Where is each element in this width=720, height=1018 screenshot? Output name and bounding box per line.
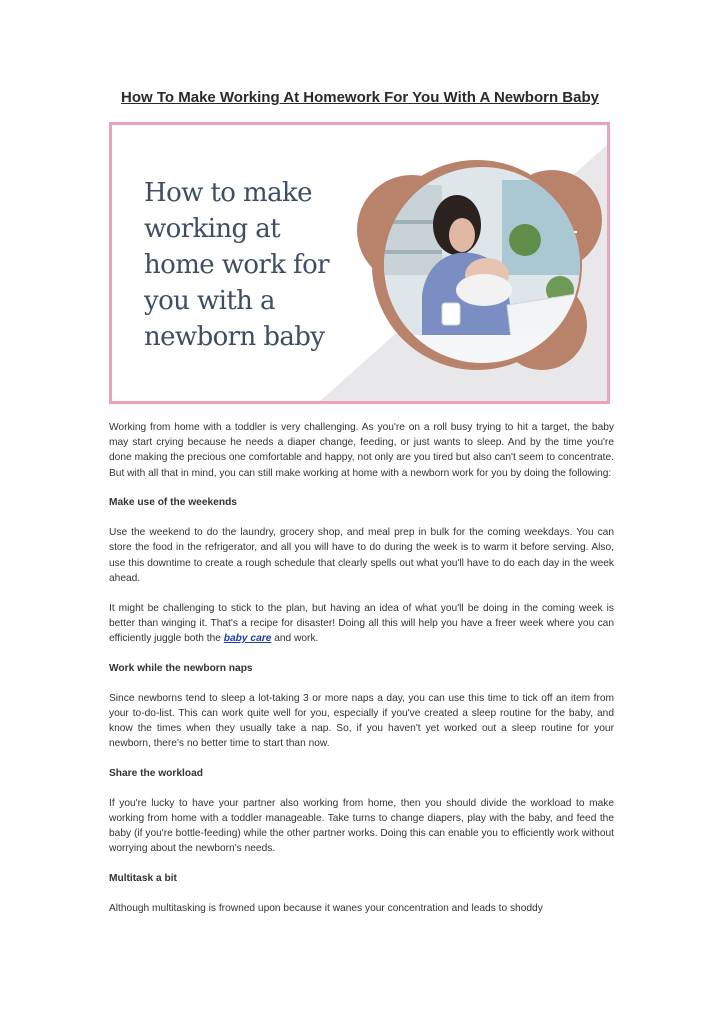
document-title: How To Make Working At Homework For You With A Newborn Baby (121, 89, 599, 106)
article-body (109, 420, 614, 931)
section-heading: Multitask a bit (109, 873, 177, 885)
hero-image (109, 122, 610, 404)
section-heading: Make use of the weekends (109, 497, 237, 509)
paragraph: If you're lucky to have your partner also working from home, then you should divide the workload to make working from home with a toddler manageable. Take turns to change diapers, play with the baby, and feed the baby (if you're bottle-feeding) while the other partner works. Doing this can enable you to efficiently work without worrying about the newborn's needs. (109, 797, 614, 855)
paragraph: Since newborns tend to sleep a lot-taking 3 or more naps a day, you can use this time to tick off an item from your to-do-list. This can work quite well for you, especially if you've created a sleep routine for the baby, and know the times when they usually take a nap. So, if you haven't yet worked out a sleep routine for your newborn, there's no better time to start than now. (109, 692, 614, 750)
section-heading: Share the workload (109, 768, 203, 780)
intro-paragraph: Working from home with a toddler is very challenging. As you're on a roll busy trying to hit a target, the baby may start crying because he needs a diaper change, feeding, or just wants to sleep. And by the time you're done making the precious one comfortable and happy, not only are you tired but also can't seem to concentrate. But with all that in mind, you can still make working at home with a newborn work for you by doing the following: (109, 422, 614, 479)
paragraph: It might be challenging to stick to the plan, but having an idea of what you'll be doing in the coming week is better than winging it. That's a recipe for disaster! Doing all this will help you have a freer week where you can efficiently juggle both the baby care and work. (109, 602, 614, 645)
section-heading: Work while the newborn naps (109, 662, 253, 674)
paragraph: Although multitasking is frowned upon because it wanes your concentration and leads to shoddy (109, 903, 543, 915)
paragraph: Use the weekend to do the laundry, grocery shop, and meal prep in bulk for the coming weekdays. You can store the food in the refrigerator, and all you will have to do during the week is to warm it before serving. Also, use this downtime to create a rough schedule that clearly spells out what you'll have to do each day in the week ahead. (109, 527, 614, 584)
hero-heading: How to make working at home work for you with a newborn baby (144, 178, 329, 352)
baby-care-link[interactable]: baby care (223, 633, 272, 645)
